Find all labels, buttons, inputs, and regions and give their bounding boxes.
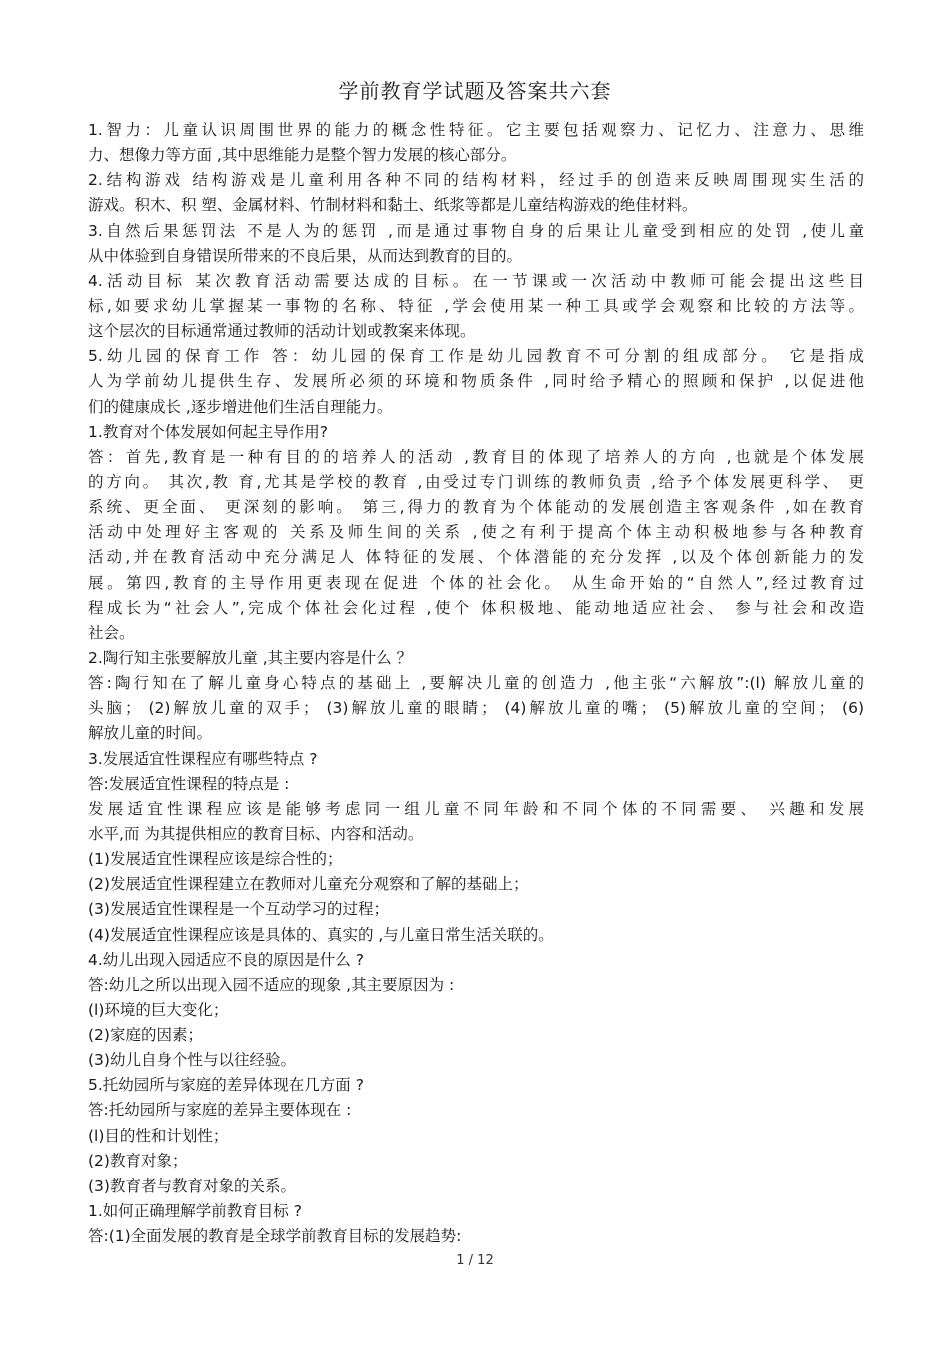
text-line: 4.幼儿出现入园适应不良的原因是什么 ? xyxy=(88,950,364,969)
text-line: 答:发展适宜性课程的特点是 : xyxy=(88,774,290,793)
text-line: (2)发展适宜性课程建立在教师对儿童充分观察和了解的基础上； xyxy=(88,875,529,894)
text-line: 社会。 xyxy=(88,623,135,642)
text-line: 们的健康成长 ,逐步增进他们生活自理能力。 xyxy=(88,397,393,416)
text-line: 的方向。 其次,教 育,尤其是学校的教育 ,由受过专门训练的教师负责 ,给予个体发展更科学、 更 xyxy=(88,472,864,491)
text-line: 3.自然后果惩罚法 不是人为的惩罚 ,而是通过事物自身的后果让儿童受到相应的处罚 ,使儿童 xyxy=(88,221,864,240)
text-line: 1.教育对个体发展如何起主导作用? xyxy=(88,422,329,441)
text-line: 活动中处理好主客观的 关系及师生间的关系 ,使之有利于提高个体主动积极地参与各种教育 xyxy=(88,523,864,542)
text-line: 1.如何正确理解学前教育目标 ? xyxy=(88,1202,302,1221)
text-line: (3)发展适宜性课程是一个互动学习的过程； xyxy=(88,900,389,919)
text-line: (3)幼儿自身个性与以往经验。 xyxy=(88,1051,296,1070)
text-line: 答:托幼园所与家庭的差异主要体现在 : xyxy=(88,1101,352,1120)
document-title: 学前教育学试题及答案共六套 xyxy=(338,79,612,103)
text-line: 从中体验到自身错误所带来的不良后果，从而达到教育的目的。 xyxy=(88,246,523,265)
text-line: 5.托幼园所与家庭的差异体现在几方面 ? xyxy=(88,1076,364,1095)
text-line: 水平,而 为其提供相应的教育目标、内容和活动。 xyxy=(88,824,424,843)
text-line: 力、想像力等方面 ,其中思维能力是整个智力发展的核心部分。 xyxy=(88,146,517,165)
text-line: (3)教育者与教育对象的关系。 xyxy=(88,1176,296,1195)
text-line: 2.陶行知主张要解放儿童 ,其主要内容是什么 ？ xyxy=(88,648,413,667)
text-line: 答:幼儿之所以出现入园不适应的现象 ,其主要原因为 : xyxy=(88,975,455,994)
text-line: 5.幼儿园的保育工作 答：幼儿园的保育工作是幼儿园教育不可分割的组成部分。 它是指成 xyxy=(88,347,864,366)
text-line: 游戏。积木、积 塑、金属材料、竹制材料和黏土、纸浆等都是儿童结构游戏的绝佳材料。 xyxy=(88,196,698,215)
text-line: 答：首先,教育是一种有目的的培养人的活动 ,教育目的体现了培养人的方向 ,也就是个体发展 xyxy=(88,447,864,466)
text-line: (1)发展适宜性课程应该是综合性的； xyxy=(88,850,343,869)
text-line: 1.智力：儿童认识周围世界的能力的概念性特征。它主要包括观察力、记忆力、注意力、思维 xyxy=(88,121,864,139)
text-line: 答:陶行知在了解儿童身心特点的基础上 ,要解决儿童的创造力 ,他主张“六解放”:(l) 解放儿童的 xyxy=(88,674,864,693)
text-line: (l)环境的巨大变化； xyxy=(88,1000,229,1019)
text-line: 解放儿童的时间。 xyxy=(88,724,213,743)
text-line: 3.发展适宜性课程应有哪些特点 ? xyxy=(88,749,318,768)
text-line: 程成长为“社会人”,完成个体社会化过程 ,使个 体积极地、能动地适应社会、 参与社会和改造 xyxy=(88,598,864,617)
page-number: 1 / 12 xyxy=(456,1253,494,1268)
text-line: (l)目的性和计划性； xyxy=(88,1126,229,1145)
text-line: 发展适宜性课程应该是能够考虑同一组儿童不同年龄和不同个体的不同需要、 兴趣和发展 xyxy=(88,799,864,818)
text-line: 4.活动目标 某次教育活动需要达成的目标。在一节课或一次活动中教师可能会提出这些目 xyxy=(88,271,864,290)
text-line: (2)教育对象； xyxy=(88,1151,188,1170)
text-line: 答:(1)全面发展的教育是全球学前教育目标的发展趋势: xyxy=(88,1227,462,1246)
text-line: 标,如要求幼儿掌握某一事物的名称、特征 ,学会使用某一种工具或学会观察和比较的方法等。 xyxy=(88,296,864,315)
text-line: (4)发展适宜性课程应该是具体的、真实的 ,与儿童日常生活关联的。 xyxy=(88,925,554,944)
text-line: 头脑； (2)解放儿童的双手； (3)解放儿童的眼睛； (4)解放儿童的嘴； (5)解放儿童的空间； (6) xyxy=(88,699,864,718)
text-line: 系统、更全面、 更深刻的影响。 第三,得力的教育为个体能动的发展创造主客观条件 ,如在教育 xyxy=(88,498,864,517)
text-line: (2)家庭的因素； xyxy=(88,1026,203,1045)
text-line: 活动,并在教育活动中充分满足人 体特征的发展、个体潜能的充分发挥 ,以及个体创新能力的发 xyxy=(88,548,864,567)
text-line: 展。第四,教育的主导作用更表现在促进 个体的社会化。 从生命开始的“自然人”,经过教育过 xyxy=(88,573,864,592)
text-line: 这个层次的目标通常通过教师的活动计划或教案来体现。 xyxy=(88,322,476,341)
text-line: 人为学前幼儿提供生存、发展所必须的环境和物质条件 ,同时给予精心的照顾和保护 ,以促进他 xyxy=(88,372,864,391)
document-body xyxy=(88,118,864,1249)
text-line: 2.结构游戏 结构游戏是儿童利用各种不同的结构材料，经过手的创造来反映周围现实生活的 xyxy=(88,171,864,190)
